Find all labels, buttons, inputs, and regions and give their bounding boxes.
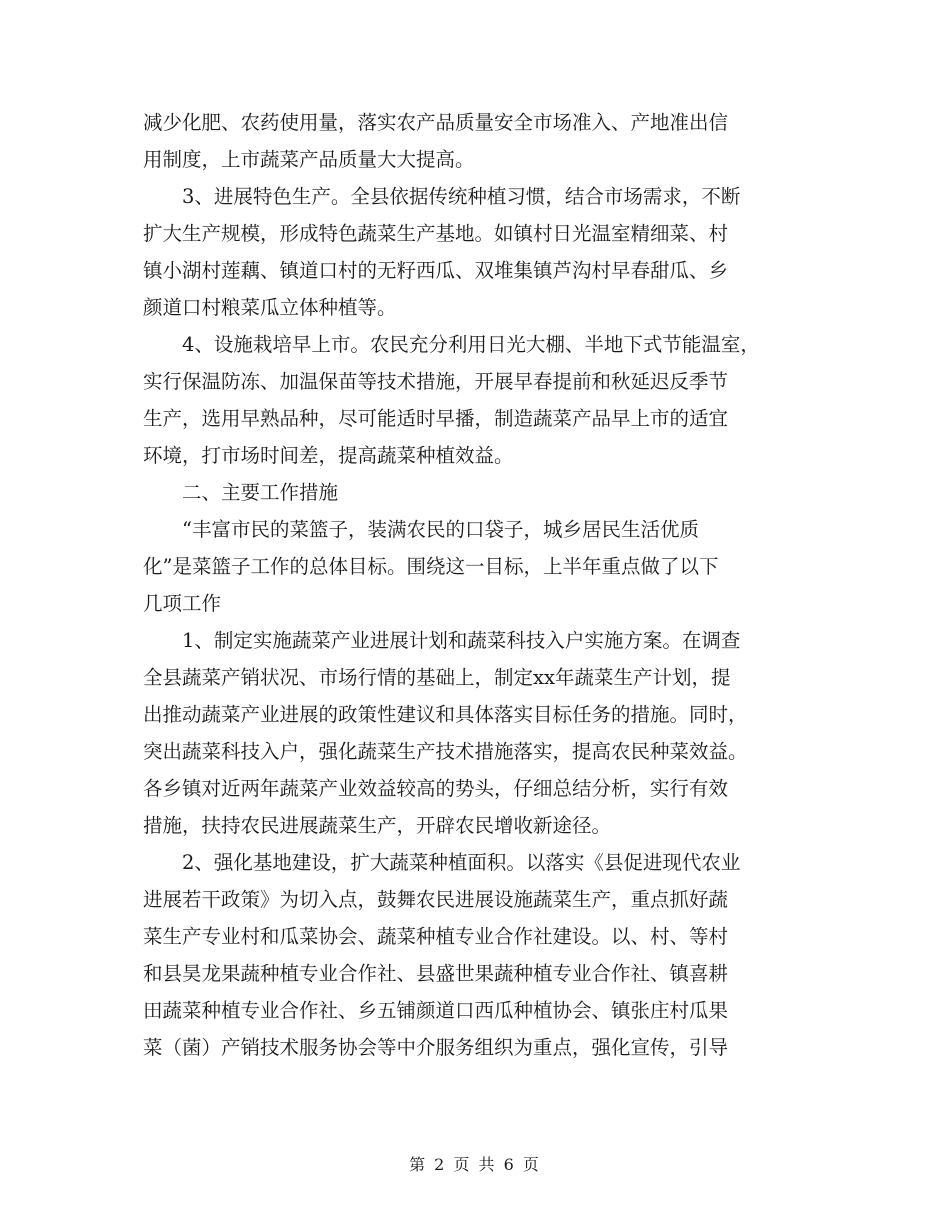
text-line: 各乡镇对近两年蔬菜产业效益较高的势头，仔细总结分析，实行有效 — [143, 777, 729, 800]
body-text — [143, 104, 808, 1066]
text-line: 实行保温防冻、加温保苗等技术措施，开展早春提前和秋延迟反季节 — [143, 370, 729, 393]
text-line: 田蔬菜种植专业合作社、乡五铺颜道口西瓜种植协会、镇张庄村瓜果 — [143, 999, 729, 1022]
text-line: 全县蔬菜产销状况、市场行情的基础上，制定xx年蔬菜生产计划，提 — [143, 666, 731, 689]
text-line: 二、主要工作措施 — [182, 481, 339, 504]
text-line: 菜（菌）产销技术服务协会等中介服务组织为重点，强化宣传，引导 — [143, 1036, 729, 1059]
text-line: “丰富市民的菜篮子，装满农民的口袋子，城乡居民生活优质 — [182, 518, 699, 541]
text-line: 3、进展特色生产。全县依据传统种植习惯，结合市场需求，不断 — [182, 185, 741, 208]
text-line: 颜道口村粮菜瓜立体种植等。 — [143, 296, 397, 319]
text-line: 进展若干政策》为切入点，鼓舞农民进展设施蔬菜生产，重点抓好蔬 — [143, 888, 729, 911]
text-line: 2、强化基地建设，扩大蔬菜种植面积。以落实《县促进现代农业 — [182, 851, 741, 874]
page-footer: 第 2 页 共 6 页 — [409, 1155, 541, 1174]
text-line: 化”是菜篮子工作的总体目标。围绕这一目标，上半年重点做了以下 — [143, 555, 719, 578]
text-line: 减少化肥、农药使用量，落实农产品质量安全市场准入、产地准出信 — [143, 111, 729, 134]
text-line: 措施，扶持农民进展蔬菜生产，开辟农民增收新途径。 — [143, 814, 612, 837]
text-line: 生产，选用早熟品种，尽可能适时早播，制造蔬菜产品早上市的适宜 — [143, 407, 729, 430]
text-line: 1、制定实施蔬菜产业进展计划和蔬菜科技入户实施方案。在调查 — [182, 629, 741, 652]
text-line: 几项工作 — [143, 592, 222, 615]
text-line: 和县昊龙果蔬种植专业合作社、县盛世果蔬种植专业合作社、镇喜耕 — [143, 962, 729, 985]
text-line: 4、设施栽培早上市。农民充分利用日光大棚、半地下式节能温室， — [182, 333, 760, 356]
text-line: 镇小湖村莲藕、镇道口村的无籽西瓜、双堆集镇芦沟村早春甜瓜、乡 — [143, 259, 729, 282]
text-line: 扩大生产规模，形成特色蔬菜生产基地。如镇村日光温室精细菜、村 — [143, 222, 729, 245]
text-line: 环境，打市场时间差，提高蔬菜种植效益。 — [143, 444, 514, 467]
text-line: 突出蔬菜科技入户，强化蔬菜生产技术措施落实，提高农民种菜效益。 — [143, 740, 748, 763]
text-line: 菜生产专业村和瓜菜协会、蔬菜种植专业合作社建设。以、村、等村 — [143, 925, 729, 948]
text-line: 出推动蔬菜产业进展的政策性建议和具体落实目标任务的措施。同时， — [143, 703, 748, 726]
text-line: 用制度，上市蔬菜产品质量大大提高。 — [143, 148, 475, 171]
